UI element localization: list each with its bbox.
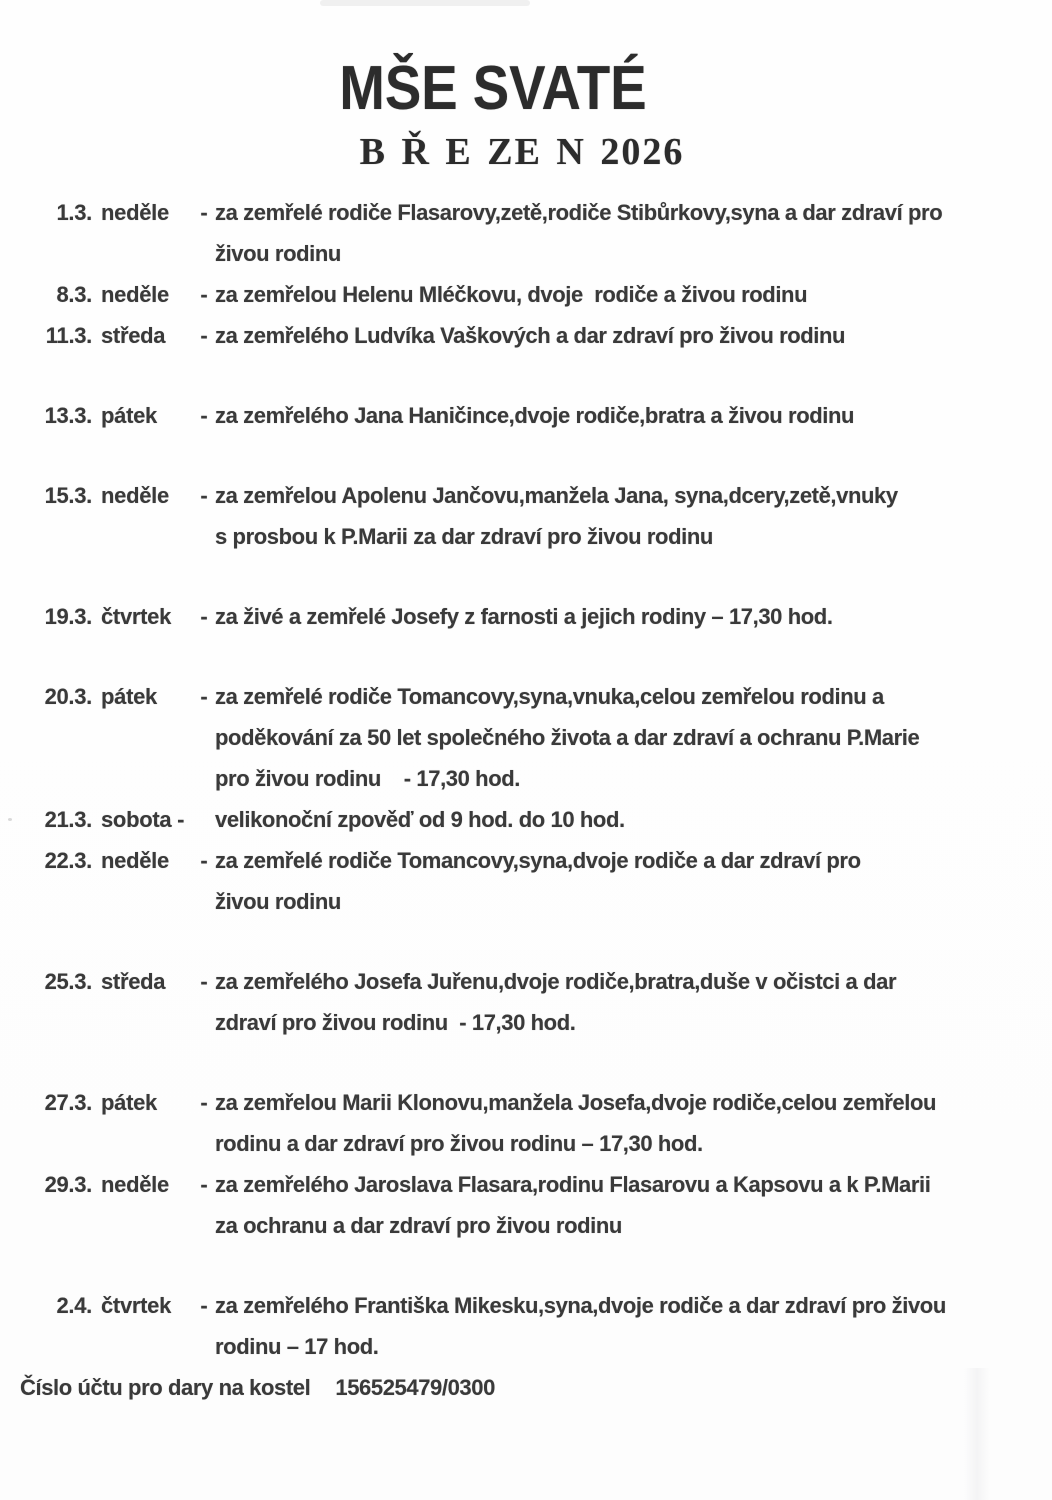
scan-artifact bbox=[320, 0, 530, 6]
entry-dash: - bbox=[200, 848, 208, 873]
entry-intention-line: za živé a zemřelé Josefy z farnosti a jejich rodiny – 17,30 hod. bbox=[215, 604, 833, 629]
entry-day-name: středa bbox=[101, 969, 166, 994]
entry-date-number: 1.3. bbox=[56, 200, 92, 225]
entry-date-number: 25.3. bbox=[44, 969, 92, 994]
account-number: 156525479/0300 bbox=[335, 1375, 495, 1400]
entry-date-number: 15.3. bbox=[44, 483, 92, 508]
entry-intention-line: za zemřelé rodiče Tomancovy,syna,dvoje rodiče a dar zdraví pro bbox=[215, 848, 861, 873]
entry-date bbox=[20, 475, 193, 516]
entry-intention-line: za zemřelé rodiče Flasarovy,zetě,rodiče Stibůrkovy,syna a dar zdraví pro bbox=[215, 200, 943, 225]
entry-day-name: neděle bbox=[101, 1172, 169, 1197]
entry-date bbox=[20, 274, 193, 315]
entry-intention-line: poděkování za 50 let společného života a dar zdraví a ochranu P.Marie bbox=[215, 725, 920, 750]
entry-date-number: 11.3. bbox=[45, 323, 92, 348]
entry-dash: - bbox=[200, 282, 208, 307]
entry-dash: - bbox=[200, 1090, 208, 1115]
entry-date-number: 29.3. bbox=[44, 1172, 92, 1197]
mass-entry bbox=[20, 1164, 1032, 1246]
entry-dash: - bbox=[200, 403, 208, 428]
entry-intention-line: pro živou rodinu - 17,30 hod. bbox=[215, 766, 520, 791]
entry-intention-line: za zemřelého Jana Haničince,dvoje rodiče,bratra a živou rodinu bbox=[215, 403, 855, 428]
entry-intention-line: za zemřelého Ludvíka Vaškových a dar zdraví pro živou rodinu bbox=[215, 323, 846, 348]
entry-date bbox=[20, 1164, 193, 1205]
entry-intention-line: rodinu a dar zdraví pro živou rodinu – 17,30 hod. bbox=[215, 1131, 703, 1156]
entry-day-name: pátek bbox=[101, 1090, 157, 1115]
mass-entry bbox=[20, 676, 1032, 799]
entry-day-name: čtvrtek bbox=[101, 1293, 172, 1318]
month-subtitle: B Ř E ZE N 2026 bbox=[359, 131, 685, 173]
entry-date-number: 20.3. bbox=[44, 684, 92, 709]
entry-date-number: 19.3. bbox=[44, 604, 92, 629]
entry-day-name: středa bbox=[101, 323, 166, 348]
entry-dash bbox=[193, 799, 215, 840]
entry-date bbox=[20, 1082, 193, 1123]
entry-day-name: čtvrtek bbox=[101, 604, 172, 629]
entry-intention-line: za ochranu a dar zdraví pro živou rodinu bbox=[215, 1213, 622, 1238]
mass-schedule-list bbox=[20, 192, 1032, 1367]
mass-entry bbox=[20, 799, 1032, 840]
entry-day-name: neděle bbox=[101, 200, 169, 225]
entry-day-name: pátek bbox=[101, 684, 157, 709]
entry-intention-line: zdraví pro živou rodinu - 17,30 hod. bbox=[215, 1010, 576, 1035]
mass-entry bbox=[20, 840, 1032, 922]
entry-date-number: 27.3. bbox=[44, 1090, 92, 1115]
entry-intention-line: s prosbou k P.Marii za dar zdraví pro živou rodinu bbox=[215, 524, 713, 549]
mass-entry bbox=[20, 315, 1032, 356]
entry-intention-line: za zemřelého Františka Mikesku,syna,dvoje rodiče a dar zdraví pro živou bbox=[215, 1293, 946, 1318]
entry-intention-line: za zemřelou Apolenu Jančovu,manžela Jana, syna,dcery,zetě,vnuky bbox=[215, 483, 898, 508]
entry-intention-line: živou rodinu bbox=[215, 889, 341, 914]
entry-date bbox=[20, 1285, 193, 1326]
entry-date bbox=[20, 799, 193, 840]
entry-date bbox=[20, 192, 193, 233]
entry-intention-line: za zemřelé rodiče Tomancovy,syna,vnuka,celou zemřelou rodinu a bbox=[215, 684, 884, 709]
entry-date-number: 2.4. bbox=[56, 1293, 92, 1318]
entry-dash: - bbox=[200, 1293, 208, 1318]
entry-intention-line: velikonoční zpověď od 9 hod. do 10 hod. bbox=[215, 807, 625, 832]
entry-dash: - bbox=[200, 969, 208, 994]
entry-intention-line: živou rodinu bbox=[215, 241, 341, 266]
entry-dash: - bbox=[200, 684, 208, 709]
entry-date bbox=[20, 395, 193, 436]
entry-intention-line: za zemřelého Jaroslava Flasara,rodinu Flasarovu a Kapsovu a k P.Marii bbox=[215, 1172, 931, 1197]
entry-day-name: neděle bbox=[101, 483, 169, 508]
mass-entry bbox=[20, 1285, 1032, 1367]
mass-entry bbox=[20, 475, 1032, 557]
entry-date bbox=[20, 676, 193, 717]
entry-date-number: 21.3. bbox=[44, 807, 92, 832]
mass-entry bbox=[20, 274, 1032, 315]
entry-intention-line: za zemřelého Josefa Juřenu,dvoje rodiče,bratra,duše v očistci a dar bbox=[215, 969, 897, 994]
mass-entry bbox=[20, 596, 1032, 637]
entry-dash: - bbox=[200, 1172, 208, 1197]
mass-entry bbox=[20, 1082, 1032, 1164]
entry-day-name: neděle bbox=[101, 282, 169, 307]
entry-date bbox=[20, 596, 193, 637]
entry-intention-line: za zemřelou Helenu Mléčkovu, dvoje rodiče a živou rodinu bbox=[215, 282, 808, 307]
entry-dash: - bbox=[200, 323, 208, 348]
mass-entry bbox=[20, 961, 1032, 1043]
entry-date bbox=[20, 961, 193, 1002]
entry-dash: - bbox=[200, 200, 208, 225]
entry-date-number: 8.3. bbox=[56, 282, 92, 307]
document-title: MŠE SVATÉ bbox=[339, 54, 647, 123]
entry-date-number: 22.3. bbox=[44, 848, 92, 873]
entry-dash: - bbox=[200, 604, 208, 629]
entry-date bbox=[20, 315, 193, 356]
entry-day-name: sobota - bbox=[101, 807, 185, 832]
scan-artifact bbox=[8, 818, 12, 821]
entry-dash: - bbox=[200, 483, 208, 508]
entry-intention-line: za zemřelou Marii Klonovu,manžela Josefa,dvoje rodiče,celou zemřelou bbox=[215, 1090, 937, 1115]
entry-day-name: pátek bbox=[101, 403, 157, 428]
account-label: Číslo účtu pro dary na kostel bbox=[20, 1375, 311, 1400]
entry-date bbox=[20, 840, 193, 881]
entry-date-number: 13.3. bbox=[44, 403, 92, 428]
entry-intention-line: rodinu – 17 hod. bbox=[215, 1334, 379, 1359]
donation-account-line bbox=[20, 1367, 1032, 1408]
mass-entry bbox=[20, 395, 1032, 436]
mass-entry bbox=[20, 192, 1032, 274]
entry-day-name: neděle bbox=[101, 848, 169, 873]
